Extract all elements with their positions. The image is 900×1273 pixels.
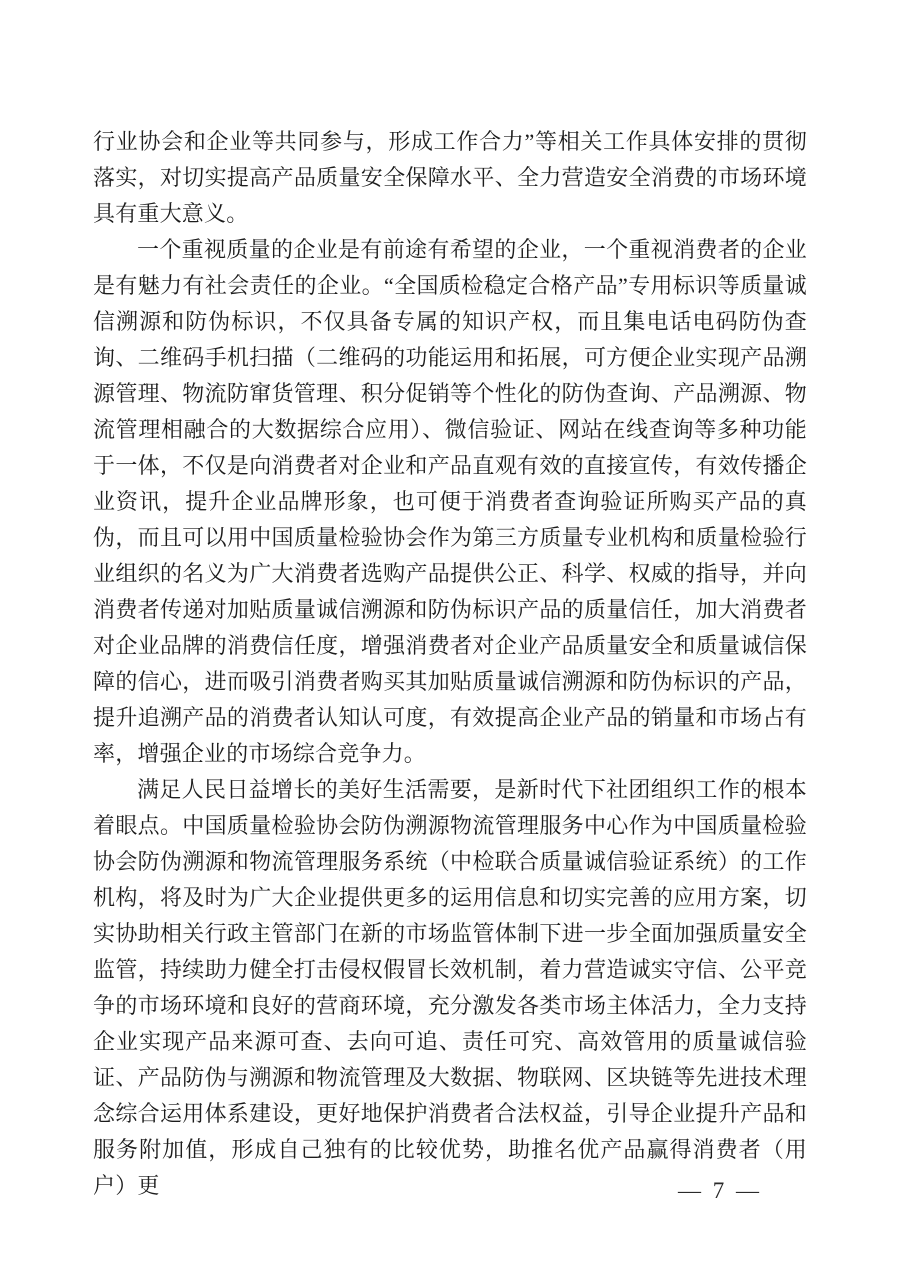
paragraph-continuation: 行业协会和企业等共同参与，形成工作合力”等相关工作具体安排的贯彻落实，对切实提高产品质量安全保障水平、全力营造安全消费的市场环境具有重大意义。 bbox=[93, 129, 807, 226]
page-number: — 7 — bbox=[678, 1178, 762, 1203]
paragraph-enterprise-quality: 一个重视质量的企业是有前途有希望的企业，一个重视消费者的企业是有魅力有社会责任的企业。“全国质检稳定合格产品”专用标识等质量诚信溯源和防伪标识，不仅具备专属的知识产权，而且集电话电码防伪查询、二维码手机扫描（二维码的功能运用和拓展，可方便企业实现产品溯源管理、物流防窜货管理、积分促销等个性化的防伪查询、产品溯源、物流管理相融合的大数据综合应用）、微信验证、网站在线查询等多种功能于一体，不仅是向消费者对企业和产品直观有效的直接宣传，有效传播企业资讯，提升企业品牌形象，也可便于消费者查询验证所购买产品的真伪，而且可以用中国质量检验协会作为第三方质量专业机构和质量检验行业组织的名义为广大消费者选购产品提供公正、科学、权威的指导，并向消费者传递对加贴质量诚信溯源和防伪标识产品的质量信任，加大消费者对企业品牌的消费信任度，增强消费者对企业产品质量安全和质量诚信保障的信心，进而吸引消费者购买其加贴质量诚信溯源和防伪标识的产品，提升追溯产品的消费者认知认可度，有效提高企业产品的销量和市场占有率，增强企业的市场综合竞争力。 bbox=[93, 237, 807, 766]
document-body bbox=[93, 124, 807, 1204]
paragraph-service-center: 满足人民日益增长的美好生活需要，是新时代下社团组织工作的根本着眼点。中国质量检验协会防伪溯源物流管理服务中心作为中国质量检验协会防伪溯源和物流管理服务系统（中检联合质量诚信验证系统）的工作机构，将及时为广大企业提供更多的运用信息和切实完善的应用方案，切实协助相关行政主管部门在新的市场监管体制下进一步全面加强质量安全监管，持续助力健全打击侵权假冒长效机制，着力营造诚实守信、公平竞争的市场环境和良好的营商环境，充分激发各类市场主体活力，全力支持企业实现产品来源可查、去向可追、责任可究、高效管用的质量诚信验证、产品防伪与溯源和物流管理及大数据、物联网、区块链等先进技术理念综合运用体系建设，更好地保护消费者合法权益，引导企业提升产品和服务附加值，形成自己独有的比较优势，助推名优产品赢得消费者（用户）更 bbox=[93, 777, 807, 1198]
